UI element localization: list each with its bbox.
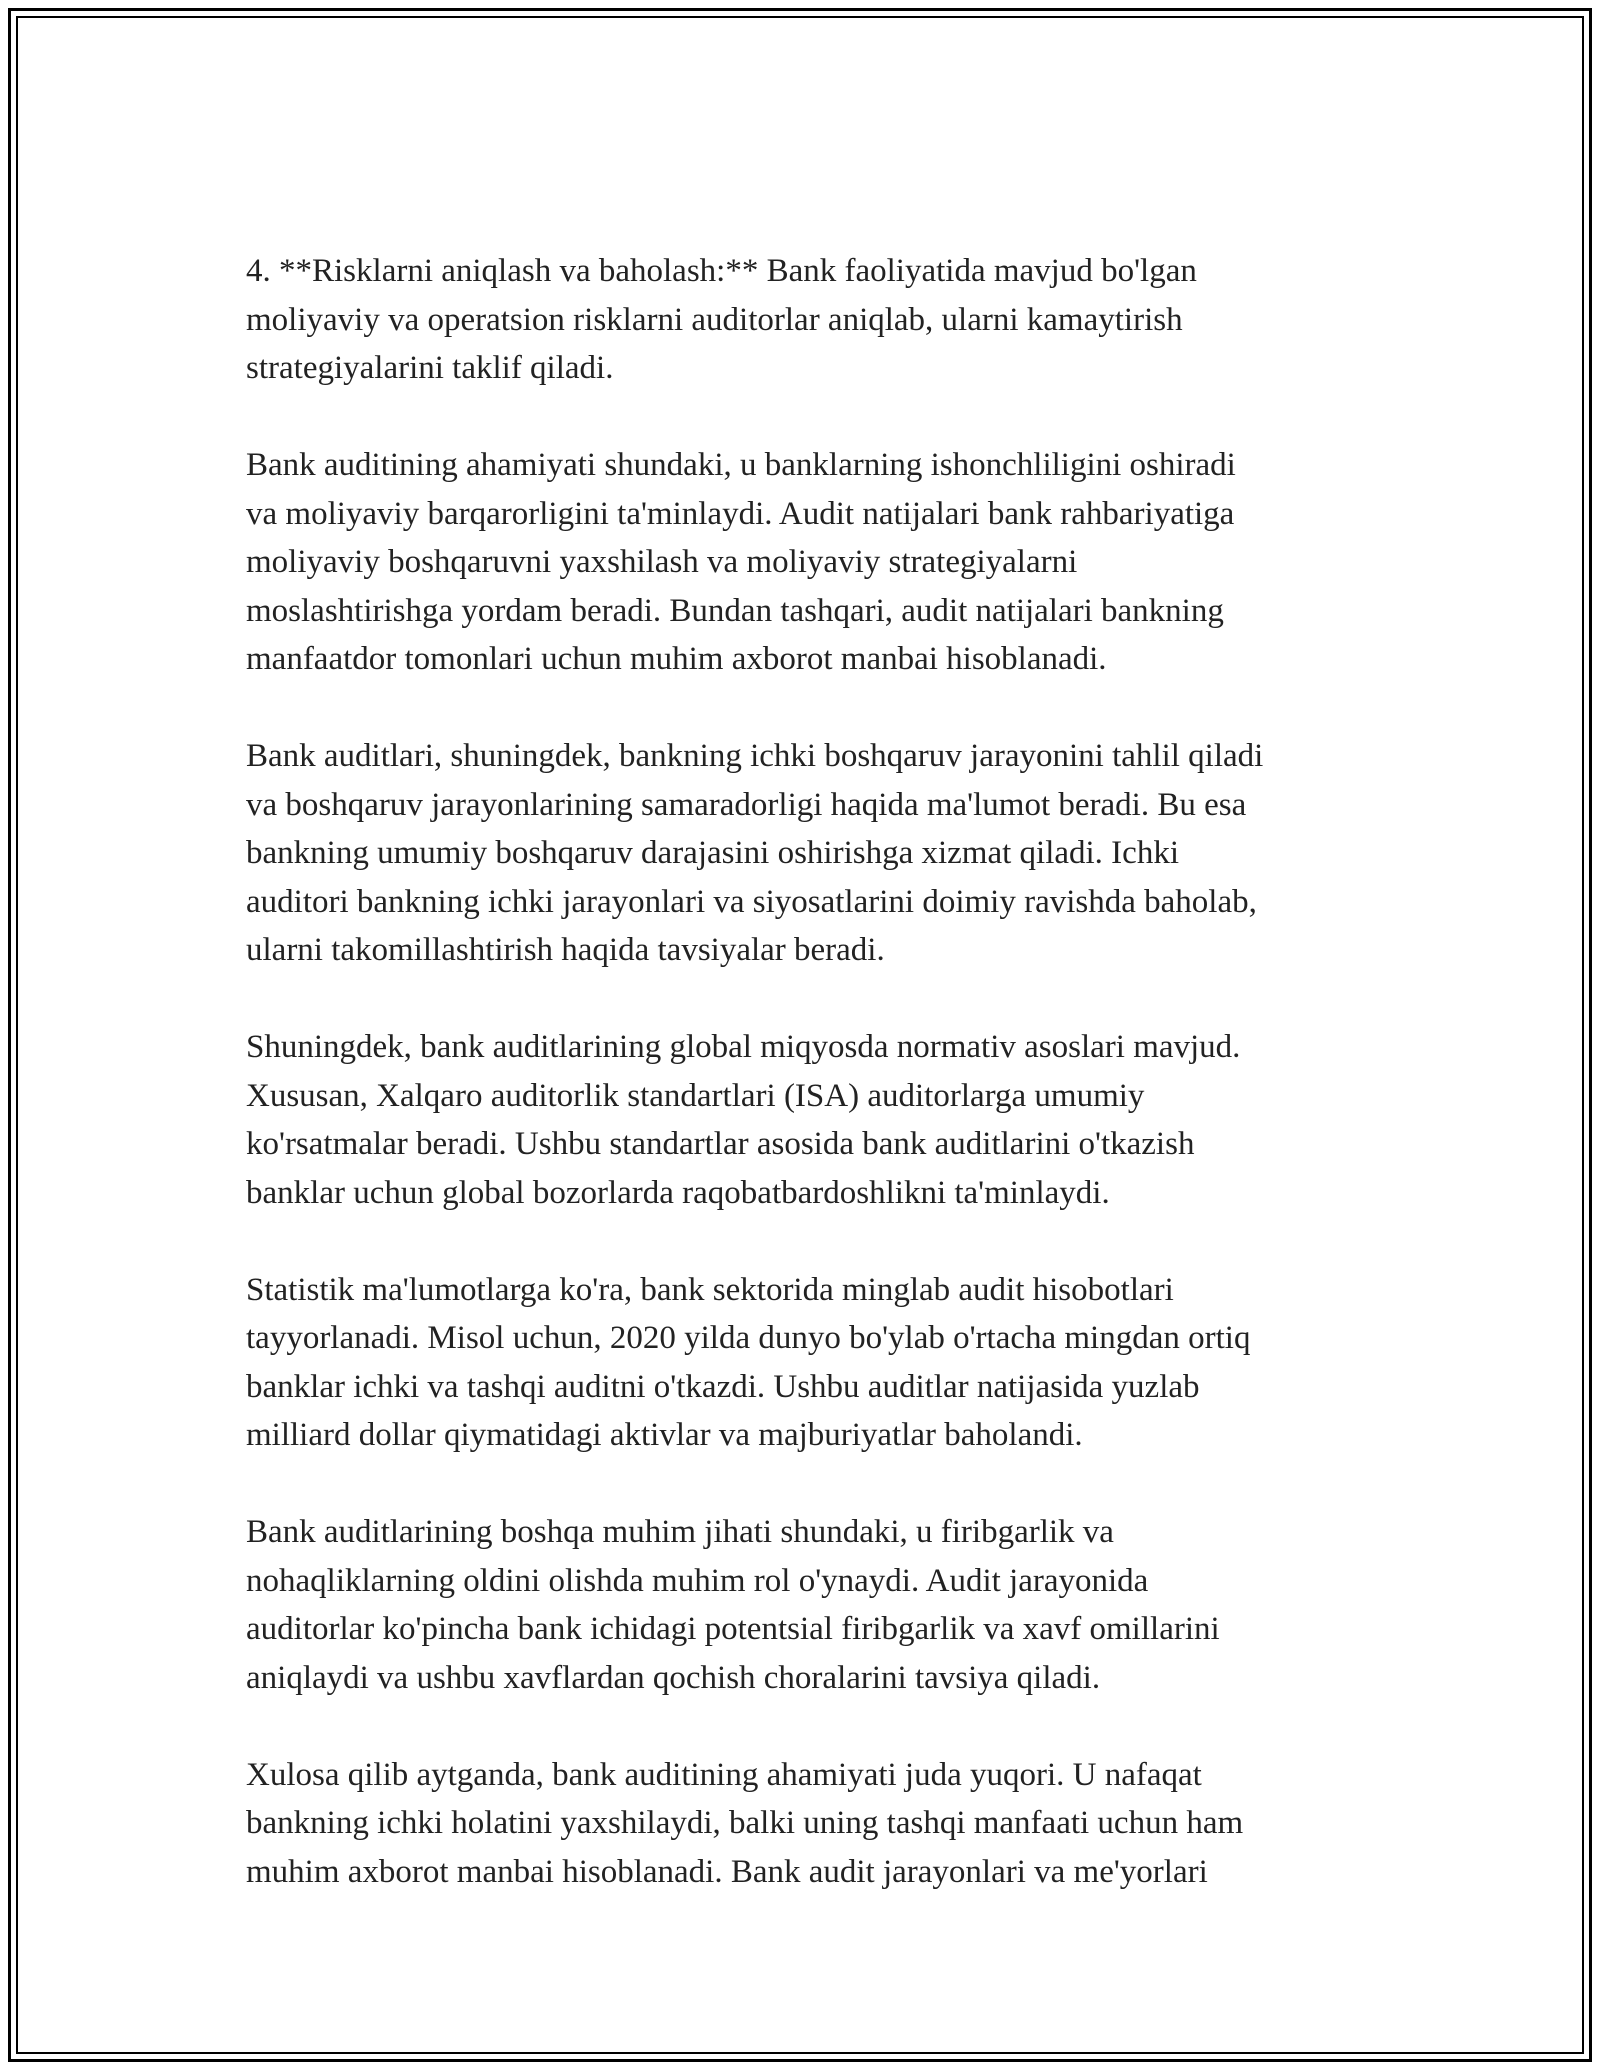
- text-line: ko'rsatmalar beradi. Ushbu standartlar asosida bank auditlarini o'tkazish: [246, 1126, 1195, 1162]
- text-line: Shuningdek, bank auditlarining global miqyosda normativ asoslari mavjud.: [246, 1029, 1241, 1065]
- text-line: Statistik ma'lumotlarga ko'ra, bank sektorida minglab audit hisobotlari: [246, 1271, 1174, 1308]
- text-line: manfaatdor tomonlari uchun muhim axborot manbai hisoblanadi.: [246, 641, 1107, 677]
- text-line: Xususan, Xalqaro auditorlik standartlari (ISA) auditorlarga umumiy: [246, 1077, 1145, 1114]
- paragraph-fraud-prevention: [246, 1508, 1406, 1702]
- text-line: bankning umumiy boshqaruv darajasini oshirishga xizmat qiladi. Ichki: [246, 835, 1179, 871]
- text-line: Bank auditlari, shuningdek, bankning ichki boshqaruv jarayonini tahlil qiladi: [246, 738, 1264, 774]
- text-line: Bank auditining ahamiyati shundaki, u banklarning ishonchliligini oshiradi: [246, 447, 1236, 483]
- paragraph-global-standards: [246, 1023, 1406, 1217]
- text-line: banklar ichki va tashqi auditni o'tkazdi. Ushbu auditlar natijasida yuzlab: [246, 1368, 1200, 1405]
- text-line: auditori bankning ichki jarayonlari va siyosatlarini doimiy ravishda baholab,: [246, 883, 1257, 920]
- paragraph-risk-assessment: [246, 247, 1406, 393]
- text-line: ularni takomillashtirish haqida tavsiyalar beradi.: [246, 932, 885, 968]
- paragraph-conclusion: [246, 1751, 1406, 1897]
- text-line: banklar uchun global bozorlarda raqobatbardoshlikni ta'minlaydi.: [246, 1174, 1110, 1211]
- text-line: moliyaviy va operatsion risklarni auditorlar aniqlab, ularni kamaytirish: [246, 301, 1183, 338]
- text-line: va boshqaruv jarayonlarining samaradorligi haqida ma'lumot beradi. Bu esa: [246, 786, 1247, 823]
- text-line: moliyaviy boshqaruvni yaxshilash va moliyaviy strategiyalarni: [246, 544, 1078, 580]
- text-line: va moliyaviy barqarorligini ta'minlaydi. Audit natijalari bank rahbariyatiga: [246, 495, 1235, 532]
- text-line: milliard dollar qiymatidagi aktivlar va majburiyatlar baholandi.: [246, 1417, 1083, 1453]
- paragraph-audit-importance: [246, 441, 1406, 684]
- text-line: tayyorlanadi. Misol uchun, 2020 yilda dunyo bo'ylab o'rtacha mingdan ortiq: [246, 1320, 1251, 1356]
- text-line: Bank auditlarining boshqa muhim jihati shundaki, u firibgarlik va: [246, 1514, 1114, 1550]
- text-line: nohaqliklarning oldini olishda muhim rol o'ynaydi. Audit jarayonida: [246, 1562, 1149, 1599]
- page-frame: [8, 8, 1592, 2062]
- text-line: bankning ichki holatini yaxshilaydi, balki uning tashqi manfaati uchun ham: [246, 1805, 1244, 1841]
- text-line: muhim axborot manbai hisoblanadi. Bank audit jarayonlari va me'yorlari: [246, 1853, 1208, 1890]
- document-body: [246, 247, 1406, 1945]
- paragraph-statistics: [246, 1266, 1406, 1460]
- text-line: Xulosa qilib aytganda, bank auditining ahamiyati juda yuqori. U nafaqat: [246, 1756, 1202, 1793]
- text-line: aniqlaydi va ushbu xavflardan qochish choralarini tavsiya qiladi.: [246, 1659, 1101, 1696]
- text-line: strategiyalarini taklif qiladi.: [246, 350, 614, 386]
- text-line: 4. **Risklarni aniqlash va baholash:** Bank faoliyatida mavjud bo'lgan: [246, 253, 1197, 289]
- text-line: moslashtirishga yordam beradi. Bundan tashqari, audit natijalari bankning: [246, 592, 1224, 629]
- text-line: auditorlar ko'pincha bank ichidagi potentsial firibgarlik va xavf omillarini: [246, 1611, 1220, 1647]
- paragraph-internal-governance: [246, 732, 1406, 975]
